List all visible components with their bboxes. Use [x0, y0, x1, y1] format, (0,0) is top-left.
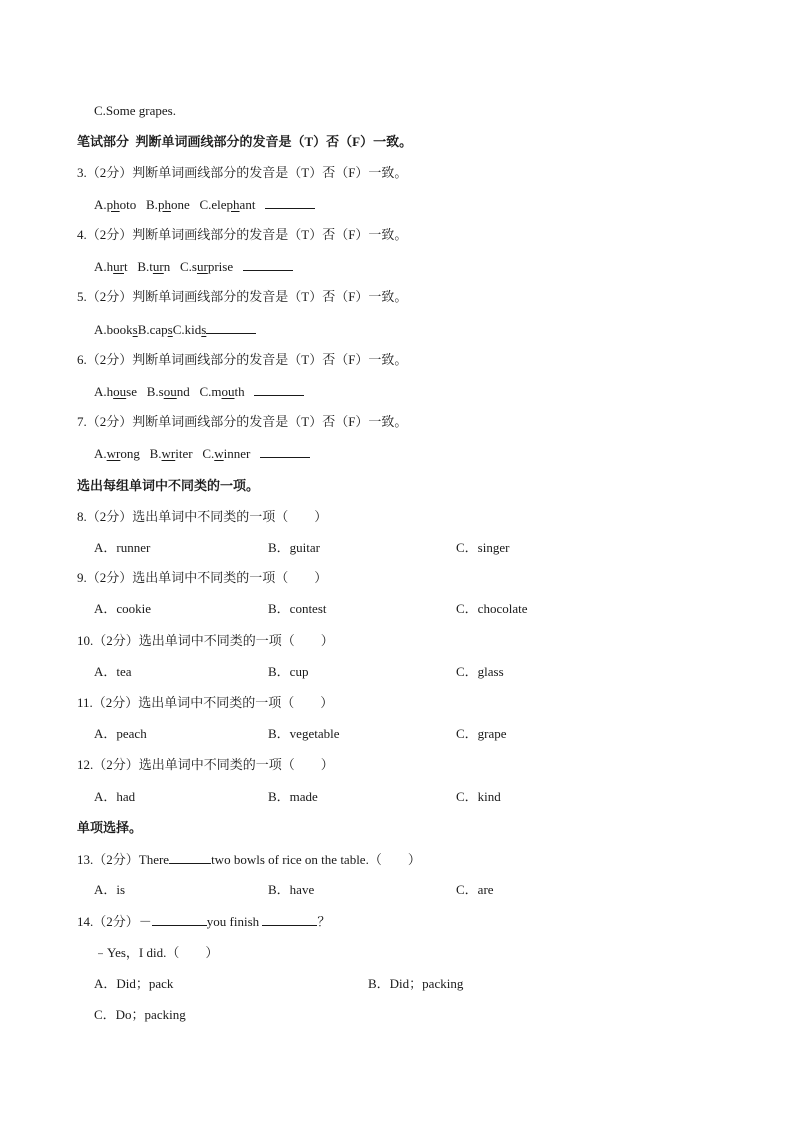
word-suffix: one	[170, 197, 190, 212]
question-3-stem: 3.（2分）判断单词画线部分的发音是（T）否（F）一致。	[77, 165, 408, 180]
word-suffix: oto	[119, 197, 137, 212]
word-prefix: C.m	[199, 384, 222, 399]
word-option	[199, 197, 255, 212]
q14-blank-1	[152, 913, 207, 926]
word-suffix: t	[123, 259, 128, 274]
q11-option-b: B．vegetable	[268, 726, 340, 741]
q10-option-c: C．glass	[456, 664, 504, 679]
q12-option-b: B．made	[268, 789, 318, 804]
word-prefix: B.	[149, 446, 162, 461]
question-12-stem: 12.（2分）选出单词中不同类的一项（ ）	[77, 757, 334, 772]
word-suffix: th	[234, 384, 245, 399]
word-prefix: A.	[94, 446, 107, 461]
answer-blank	[260, 445, 310, 458]
underlined-part: ur	[113, 259, 124, 274]
underlined-part: ph	[226, 197, 240, 212]
underlined-part: s	[167, 322, 173, 337]
q13-option-a: A．is	[94, 882, 126, 897]
word-option	[138, 322, 173, 337]
q14-blank-2	[262, 913, 317, 926]
word-option	[180, 259, 233, 274]
word-suffix: ant	[239, 197, 256, 212]
word-suffix: se	[126, 384, 137, 399]
underlined-part: w	[214, 446, 224, 461]
question-5-words	[94, 321, 256, 338]
word-suffix: iter	[175, 446, 193, 461]
underlined-part: ou	[221, 384, 235, 399]
word-option	[173, 322, 207, 337]
underlined-part: wr	[106, 446, 121, 461]
q2-option-c: C.Some grapes.	[94, 103, 176, 118]
underlined-part: ph	[157, 197, 171, 212]
word-option	[94, 322, 138, 337]
underlined-part: ou	[163, 384, 177, 399]
q9-option-a: A．cookie	[94, 601, 152, 616]
q14-stem-end: ？	[317, 914, 331, 929]
q14-option-b: B．Did；packing	[368, 976, 464, 991]
q11-option-a: A．peach	[94, 726, 147, 741]
q13-stem-before: 13.（2分）There	[77, 852, 170, 867]
q14-option-c: C．Do；packing	[94, 1007, 186, 1022]
word-option	[146, 197, 190, 212]
q11-option-c: C．grape	[456, 726, 507, 741]
question-6-stem: 6.（2分）判断单词画线部分的发音是（T）否（F）一致。	[77, 352, 408, 367]
q8-option-a: A．runner	[94, 540, 151, 555]
word-prefix: B.s	[146, 384, 164, 399]
word-prefix: C.kid	[172, 322, 202, 337]
question-7-stem: 7.（2分）判断单词画线部分的发音是（T）否（F）一致。	[77, 414, 408, 429]
question-11-stem: 11.（2分）选出单词中不同类的一项（ ）	[77, 695, 334, 710]
word-prefix: B.	[146, 197, 158, 212]
q12-option-c: C．kind	[456, 789, 501, 804]
q14-reply: ﹣Yes，I did.（ ）	[94, 945, 219, 960]
q13-blank	[169, 851, 211, 864]
question-10-stem: 10.（2分）选出单词中不同类的一项（ ）	[77, 633, 334, 648]
answer-blank	[206, 321, 256, 334]
underlined-part: ur	[196, 259, 208, 274]
q14-stem-before: 14.（2分）－	[77, 914, 152, 929]
q13-option-b: B．have	[268, 882, 315, 897]
word-option	[137, 259, 170, 274]
section-heading-odd-one-out: 选出每组单词中不同类的一项。	[77, 478, 260, 493]
question-14-stem	[77, 913, 330, 930]
answer-blank	[254, 383, 304, 396]
q12-option-a: A．had	[94, 789, 136, 804]
word-prefix: C.	[202, 446, 215, 461]
q9-option-c: C．chocolate	[456, 601, 528, 616]
word-suffix: nd	[176, 384, 190, 399]
q8-option-c: C．singer	[456, 540, 510, 555]
question-6-words	[94, 383, 304, 400]
question-5-stem: 5.（2分）判断单词画线部分的发音是（T）否（F）一致。	[77, 289, 408, 304]
word-option	[150, 446, 193, 461]
question-4-words	[94, 258, 293, 275]
question-7-words	[94, 445, 310, 462]
word-prefix: B.t	[137, 259, 153, 274]
q9-option-b: B．contest	[268, 601, 327, 616]
underlined-part: s	[201, 322, 207, 337]
word-prefix: A.book	[94, 322, 133, 337]
question-9-stem: 9.（2分）选出单词中不同类的一项（ ）	[77, 570, 328, 585]
q8-option-b: B．guitar	[268, 540, 320, 555]
word-option	[147, 384, 190, 399]
question-4-stem: 4.（2分）判断单词画线部分的发音是（T）否（F）一致。	[77, 227, 408, 242]
section-heading-single-choice: 单项选择。	[77, 820, 143, 835]
underlined-part: ur	[152, 259, 164, 274]
q14-option-a: A．Did；pack	[94, 976, 174, 991]
word-option	[94, 446, 140, 461]
word-prefix: C.ele	[199, 197, 227, 212]
answer-blank	[265, 196, 315, 209]
q14-stem-mid: you finish	[206, 914, 260, 929]
underlined-part: s	[132, 322, 138, 337]
q10-option-a: A．tea	[94, 664, 132, 679]
word-prefix: C.s	[180, 259, 197, 274]
word-suffix: n	[163, 259, 171, 274]
underlined-part: wr	[161, 446, 176, 461]
underlined-part: ou	[113, 384, 127, 399]
answer-blank	[243, 258, 293, 271]
word-prefix: A.	[94, 197, 107, 212]
word-option	[94, 197, 136, 212]
word-suffix: ong	[120, 446, 140, 461]
word-option	[199, 384, 244, 399]
word-option	[202, 446, 250, 461]
word-option	[94, 259, 128, 274]
word-prefix: A.h	[94, 259, 114, 274]
word-option	[94, 384, 137, 399]
word-prefix: B.cap	[137, 322, 168, 337]
q10-option-b: B．cup	[268, 664, 309, 679]
word-suffix: prise	[207, 259, 234, 274]
underlined-part: ph	[106, 197, 120, 212]
word-prefix: A.h	[94, 384, 114, 399]
section-heading-pronunciation: 笔试部分 判断单词画线部分的发音是（T）否（F）一致。	[77, 134, 413, 149]
question-13-stem	[77, 851, 421, 868]
question-3-words	[94, 196, 315, 213]
q13-stem-after: two bowls of rice on the table.（ ）	[211, 852, 421, 867]
word-suffix: inner	[223, 446, 251, 461]
question-8-stem: 8.（2分）选出单词中不同类的一项（ ）	[77, 509, 328, 524]
q13-option-c: C．are	[456, 882, 494, 897]
